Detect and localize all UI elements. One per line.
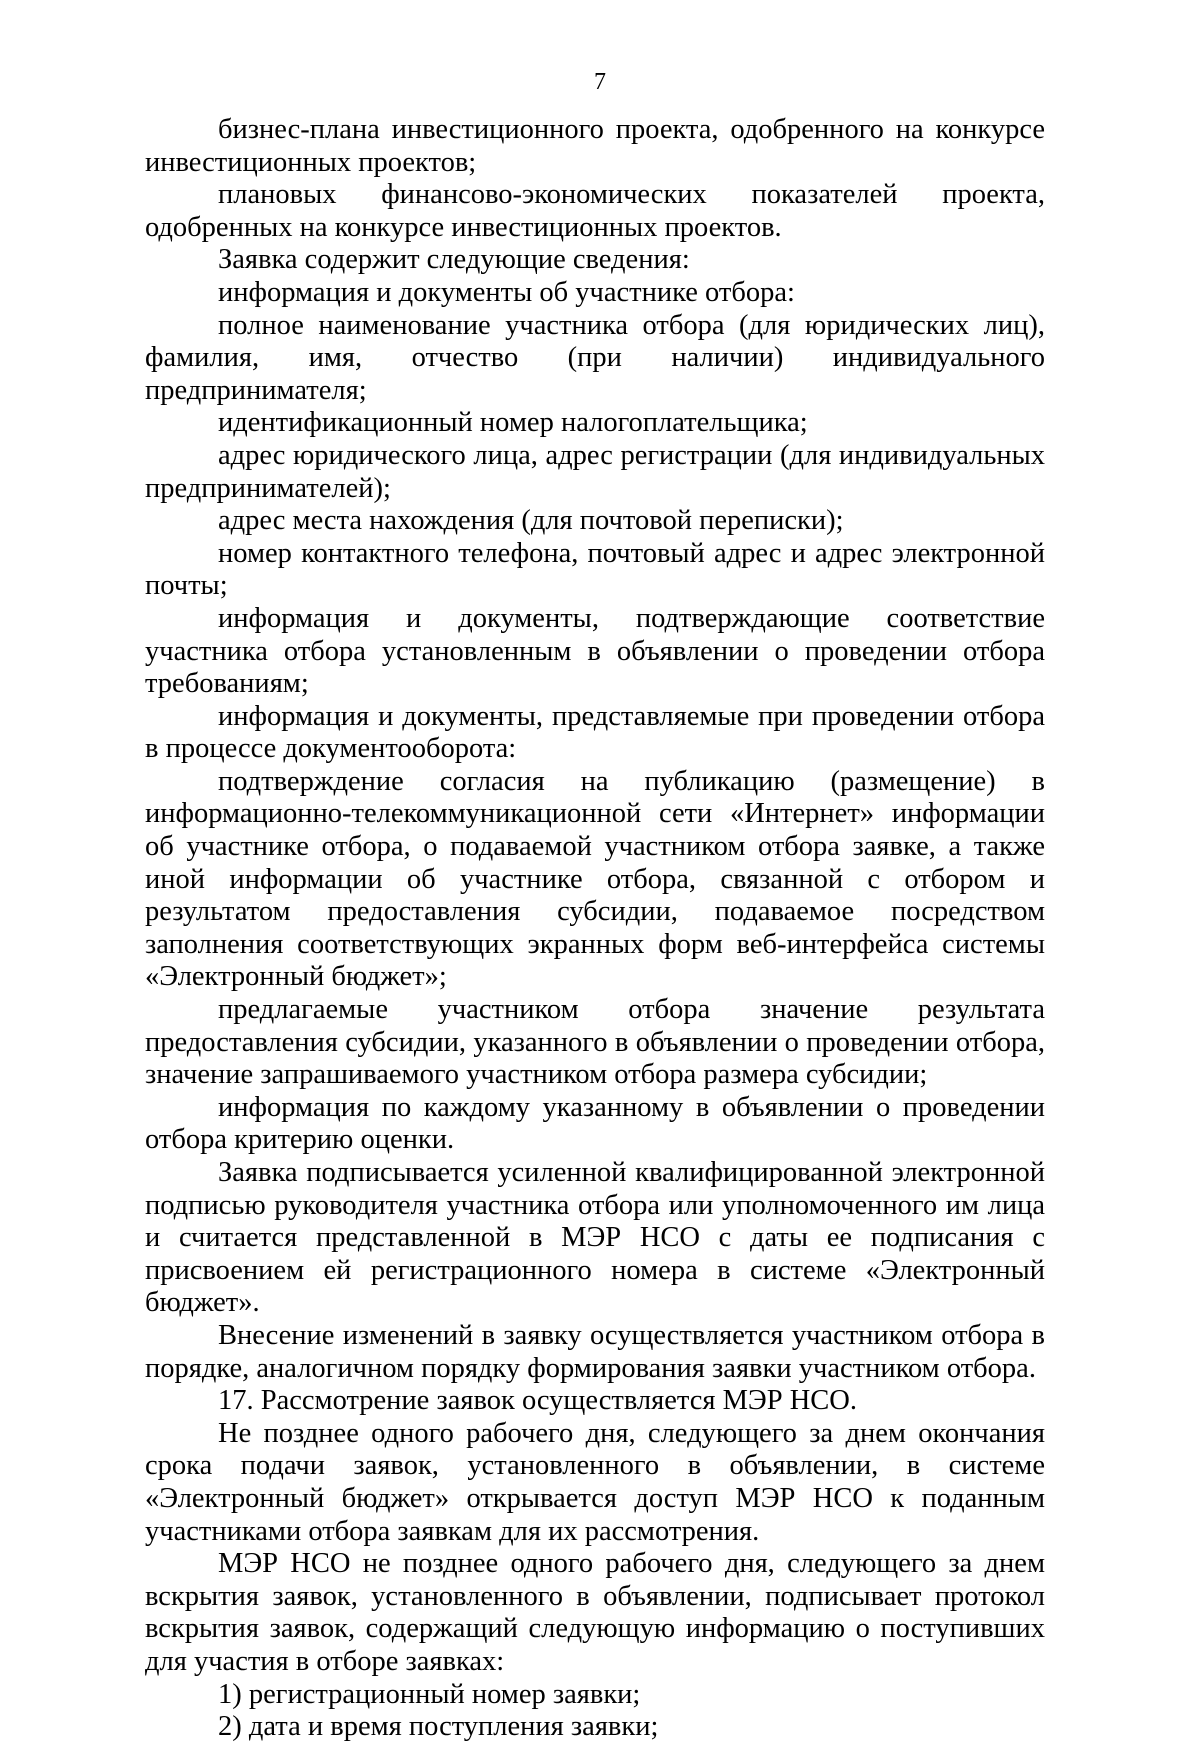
list-item: 1) регистрационный номер заявки; (218, 1678, 641, 1710)
paragraph: информация и документы, подтверждающие соответствие участника отбора установленным в объявлении о проведении отбора требованиям; (145, 602, 1045, 700)
paragraph: Заявка содержит следующие сведения: (218, 244, 690, 276)
paragraph: адрес юридического лица, адрес регистрации (для индивидуальных предпринимателей); (145, 439, 1045, 504)
paragraph: бизнес-плана инвестиционного проекта, одобренного на конкурсе инвестиционных проектов; (145, 114, 1045, 178)
page-number: 7 (594, 69, 606, 95)
paragraph: адрес места нахождения (для почтовой переписки); (218, 505, 844, 537)
section-heading-paragraph: 17. Рассмотрение заявок осуществляется МЭР НСО. (218, 1385, 858, 1417)
paragraph: номер контактного телефона, почтовый адрес и адрес электронной почты; (145, 537, 1045, 602)
paragraph: подтверждение согласия на публикацию (размещение) в информационно-телекоммуникационной сети «Интернет» информации об участнике отбора, о подаваемой участником отбора заявке, а также иной информации об участнике отбора, связанной с отбором и результатом предоставления субсидии, подаваемое посредством заполнения соответствующих экранных форм веб-интерфейса системы «Электронный бюджет»; (145, 765, 1045, 993)
list-item: 2) дата и время поступления заявки; (218, 1711, 659, 1743)
paragraph: информация по каждому указанному в объявлении о проведении отбора критерию оценки. (145, 1091, 1045, 1156)
paragraph: Заявка подписывается усиленной квалифицированной электронной подписью руководителя участника отбора или уполномоченного им лица и считается представленной в МЭР НСО с даты ее подписания с присвоением ей регистрационного номера в системе «Электронный бюджет». (145, 1157, 1045, 1319)
paragraph: Не позднее одного рабочего дня, следующего за днем окончания срока подачи заявок, установленного в объявлении, в системе «Электронный бюджет» открывается доступ МЭР НСО к поданным участниками отбора заявкам для их рассмотрения. (145, 1417, 1045, 1547)
paragraph: информация и документы об участнике отбора: (218, 276, 795, 308)
document-body (145, 114, 1045, 1744)
paragraph: информация и документы, представляемые при проведении отбора в процессе документооборота: (145, 700, 1045, 765)
paragraph: полное наименование участника отбора (для юридических лиц), фамилия, имя, отчество (при наличии) индивидуального предпринимателя; (145, 309, 1045, 406)
paragraph: идентификационный номер налогоплательщика; (218, 407, 808, 439)
paragraph: Внесение изменений в заявку осуществляется участником отбора в порядке, аналогичном порядку формирования заявки участником отбора. (145, 1319, 1045, 1384)
paragraph: предлагаемые участником отбора значение результата предоставления субсидии, указанного в объявлении о проведении отбора, значение запрашиваемого участником отбора размера субсидии; (145, 994, 1045, 1091)
paragraph: плановых финансово-экономических показателей проекта, одобренных на конкурсе инвестиционных проектов. (145, 179, 1045, 243)
paragraph: МЭР НСО не позднее одного рабочего дня, следующего за днем вскрытия заявок, установленного в объявлении, подписывает протокол вскрытия заявок, содержащий следующую информацию о поступивших для участия в отборе заявках: (145, 1548, 1045, 1677)
